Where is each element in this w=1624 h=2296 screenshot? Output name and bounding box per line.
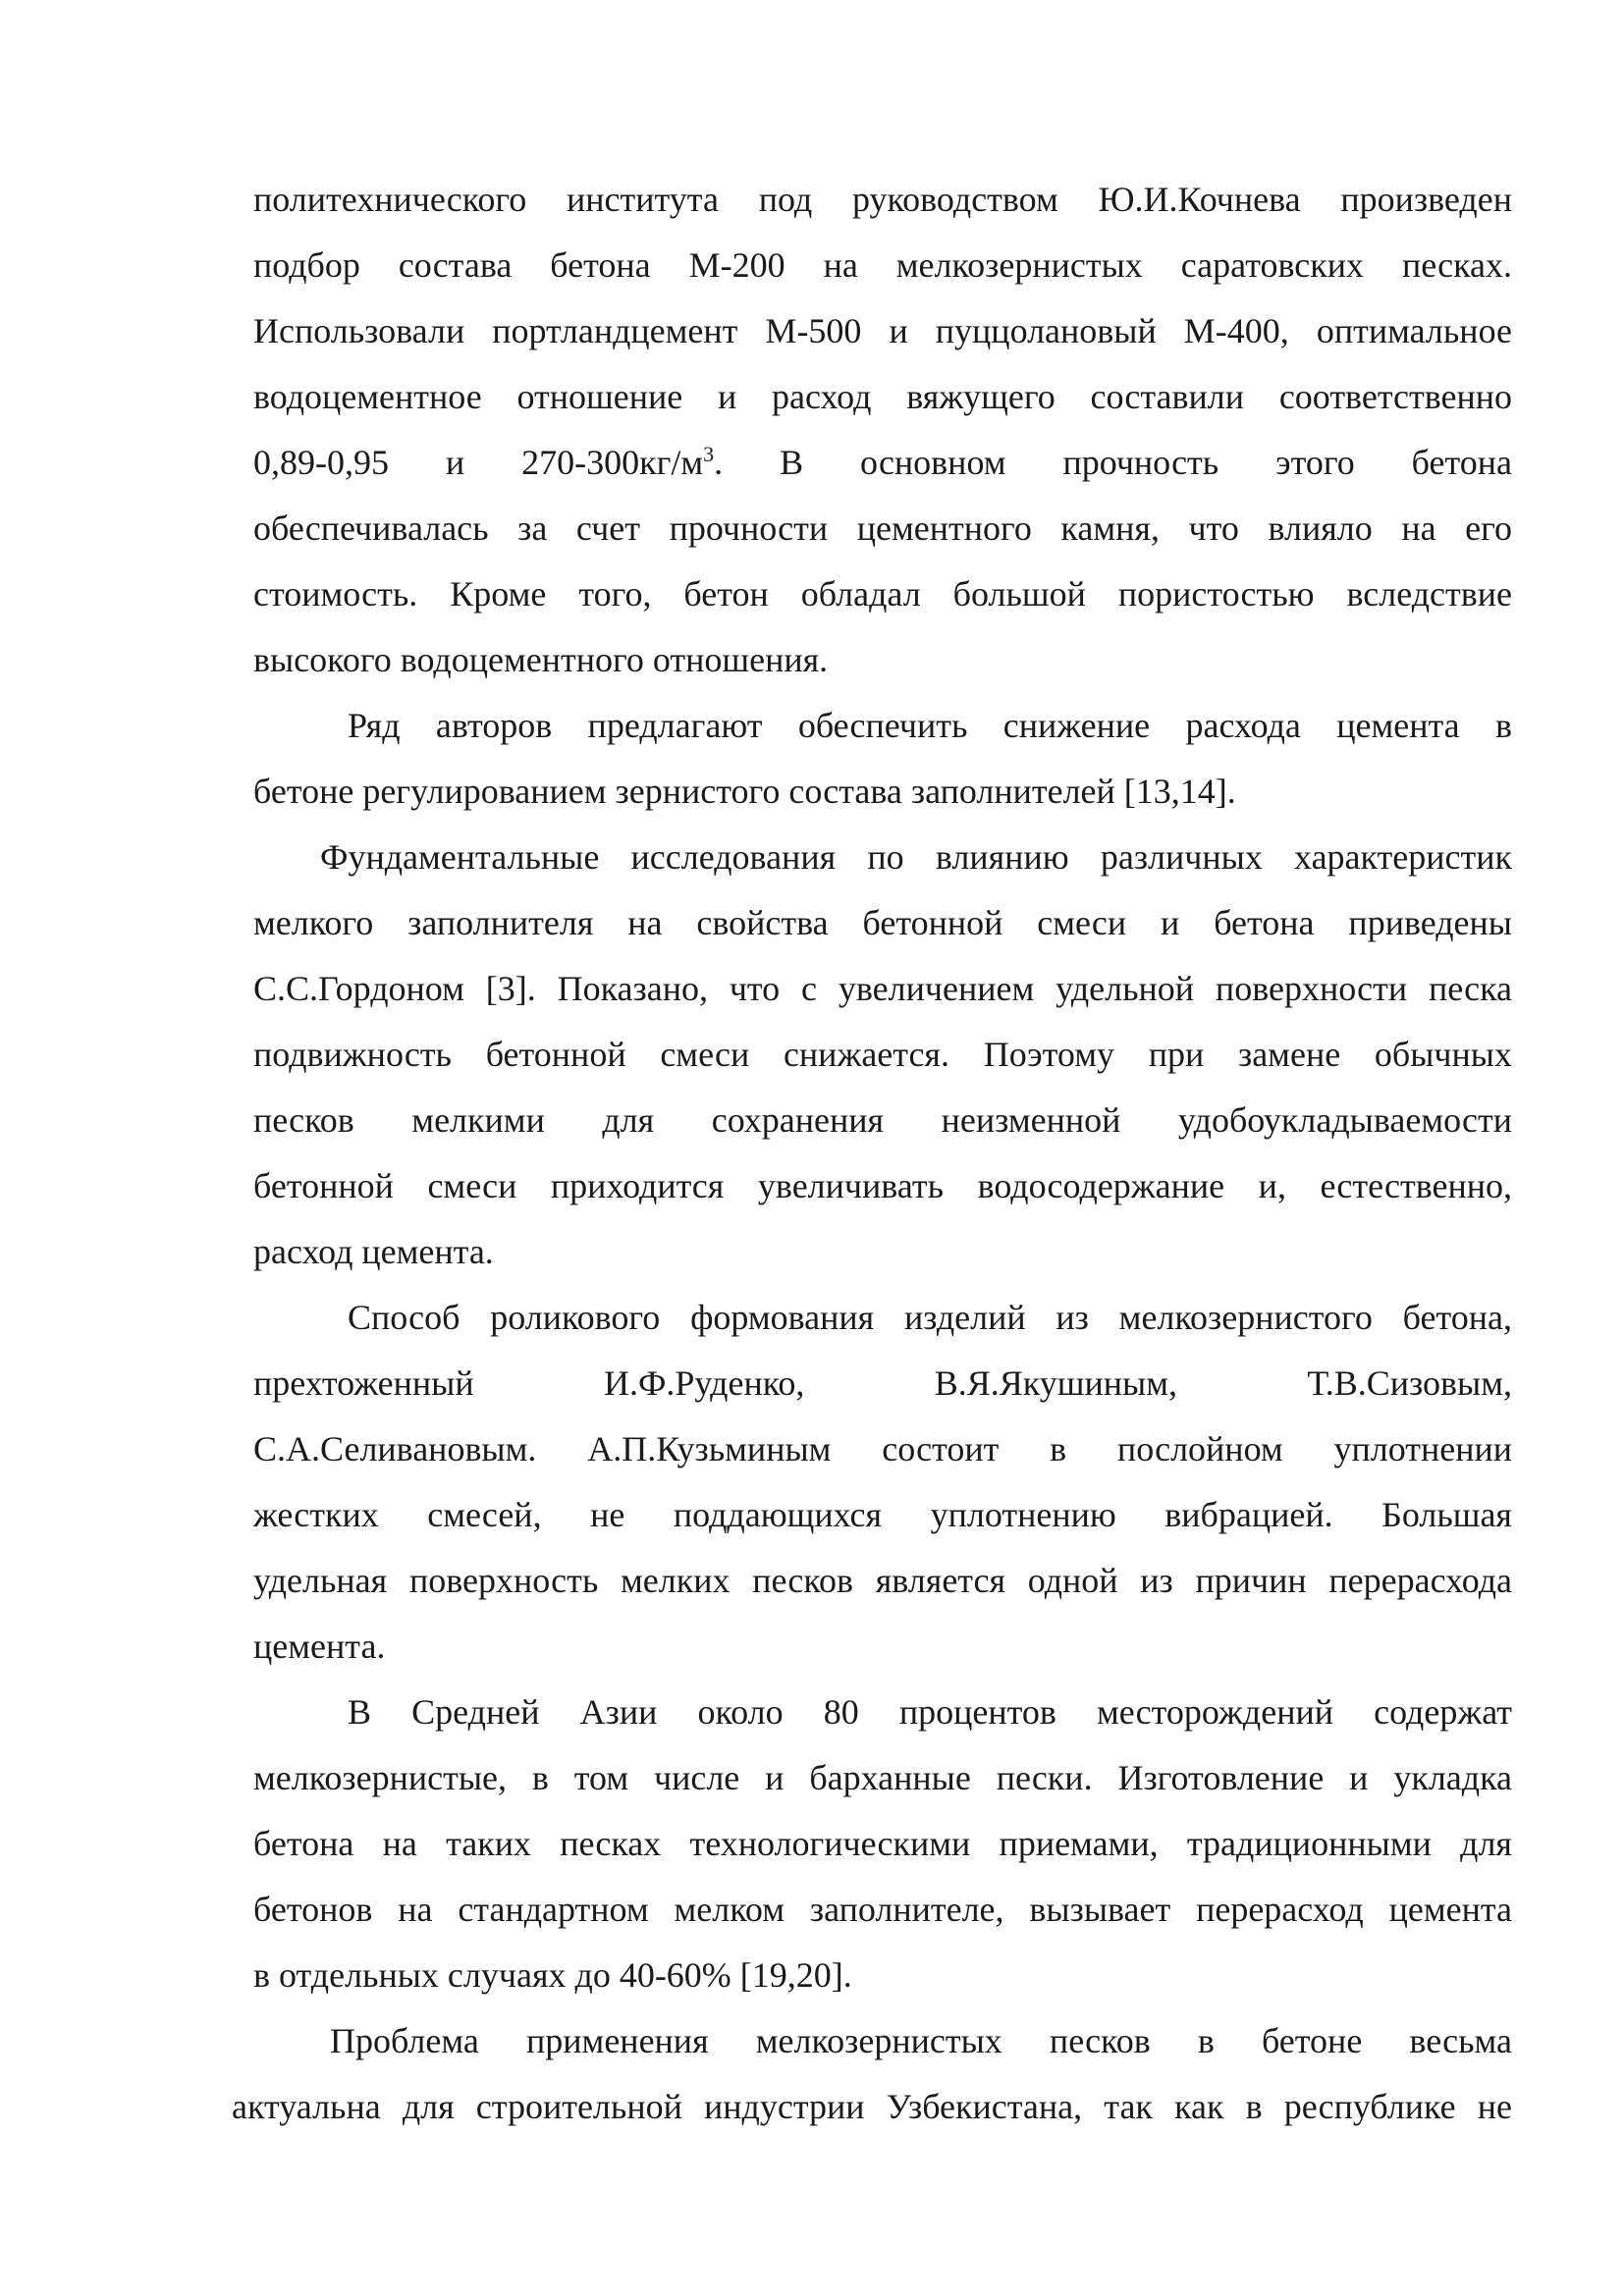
line-text: высокого водоцементного отношения.	[253, 640, 829, 679]
text-line	[253, 1680, 1512, 1745]
line-text: стоимость. Кроме того, бетон обладал большой пористостью вследствие	[253, 574, 1512, 614]
text-line	[232, 2074, 1512, 2140]
line-text: подбор состава бетона М-200 на мелкозернистых саратовских песках.	[253, 245, 1512, 285]
paragraph	[253, 167, 1512, 693]
text-line	[253, 167, 1512, 233]
text-line	[253, 2008, 1512, 2074]
paragraph	[232, 2008, 1512, 2140]
line-text: песков мелкими для сохранения неизменной удобоукладываемости	[253, 1100, 1512, 1140]
line-text: жестких смесей, не поддающихся уплотнению вибрацией. Большая	[253, 1495, 1512, 1534]
text-line	[253, 1614, 1512, 1680]
line-text: бетона на таких песках технологическими приемами, традиционными для	[253, 1824, 1512, 1863]
line-text: бетонной смеси приходится увеличивать водосодержание и, естественно,	[253, 1166, 1512, 1205]
text-line	[253, 1482, 1512, 1548]
text-line	[253, 496, 1512, 561]
text-line	[253, 1877, 1512, 1943]
text-line	[253, 693, 1512, 759]
line-text: подвижность бетонной смеси снижается. Поэтому при замене обычных	[253, 1035, 1512, 1074]
line-text: водоцементное отношение и расход вяжущего составили соответственно	[253, 377, 1512, 416]
line-text: цемента.	[253, 1627, 386, 1666]
text-line	[253, 298, 1512, 364]
line-text: мелкозернистые, в том числе и барханные пески. Изготовление и укладка	[253, 1758, 1512, 1797]
line-text: С.С.Гордоном [3]. Показано, что с увеличением удельной поверхности песка	[253, 969, 1512, 1008]
text-line	[253, 1811, 1512, 1877]
text-line	[253, 1088, 1512, 1153]
text-line	[253, 561, 1512, 627]
line-text: Фундаментальные исследования по влиянию различных характеристик	[320, 837, 1512, 877]
text-line	[253, 825, 1512, 890]
text-line	[253, 1285, 1512, 1351]
paragraph	[253, 825, 1512, 1285]
line-text: Использовали портландцемент М-500 и пуццолановый М-400, оптимальное	[253, 311, 1512, 350]
text-line	[253, 1745, 1512, 1811]
text-line	[253, 1153, 1512, 1219]
line-text: С.А.Селивановым. А.П.Кузьминым состоит в послойном уплотнении	[253, 1429, 1512, 1468]
line-text: прехтоженный И.Ф.Руденко, В.Я.Якушиным, Т.В.Сизовым,	[253, 1363, 1512, 1403]
text-line	[253, 233, 1512, 298]
body-text	[232, 167, 1512, 2140]
text-line	[253, 1351, 1512, 1416]
paragraph	[253, 693, 1512, 825]
text-line	[253, 890, 1512, 956]
line-text: в отдельных случаях до 40-60% [19,20].	[253, 1955, 852, 1995]
paragraph	[253, 1680, 1512, 2008]
line-text: мелкого заполнителя на свойства бетонной смеси и бетона приведены	[253, 903, 1512, 942]
line-text: актуальна для строительной индустрии Узбекистана, так как в республике не	[232, 2087, 1512, 2126]
superscript: 3	[703, 442, 715, 466]
line-text: 0,89-0,95 и 270-300кг/м	[253, 443, 704, 482]
line-text: Ряд авторов предлагают обеспечить снижение расхода цемента в	[348, 706, 1512, 745]
line-text: удельная поверхность мелких песков является одной из причин перерасхода	[253, 1561, 1512, 1600]
line-text: политехнического института под руководством Ю.И.Кочнева произведен	[253, 180, 1512, 219]
paragraph	[253, 1285, 1512, 1680]
text-line	[253, 1416, 1512, 1482]
line-text: расход цемента.	[253, 1232, 494, 1271]
line-text: Проблема применения мелкозернистых песков в бетоне весьма	[330, 2021, 1512, 2060]
line-text: Способ роликового формования изделий из мелкозернистого бетона,	[348, 1298, 1512, 1337]
text-line	[253, 364, 1512, 430]
text-line	[253, 430, 1512, 496]
line-text: обеспечивалась за счет прочности цементного камня, что влияло на его	[253, 508, 1512, 548]
text-line	[253, 1943, 1512, 2008]
text-line	[253, 627, 1512, 693]
text-line	[253, 956, 1512, 1022]
text-line	[253, 1548, 1512, 1614]
text-line	[253, 1022, 1512, 1088]
line-text-tail: . В основном прочность этого бетона	[714, 443, 1512, 482]
line-text: бетонов на стандартном мелком заполнителе, вызывает перерасход цемента	[253, 1890, 1512, 1929]
line-text: бетоне регулированием зернистого состава заполнителей [13,14].	[253, 772, 1236, 811]
text-line	[253, 1219, 1512, 1285]
line-text: В Средней Азии около 80 процентов месторождений содержат	[348, 1692, 1512, 1732]
text-line	[253, 759, 1512, 825]
